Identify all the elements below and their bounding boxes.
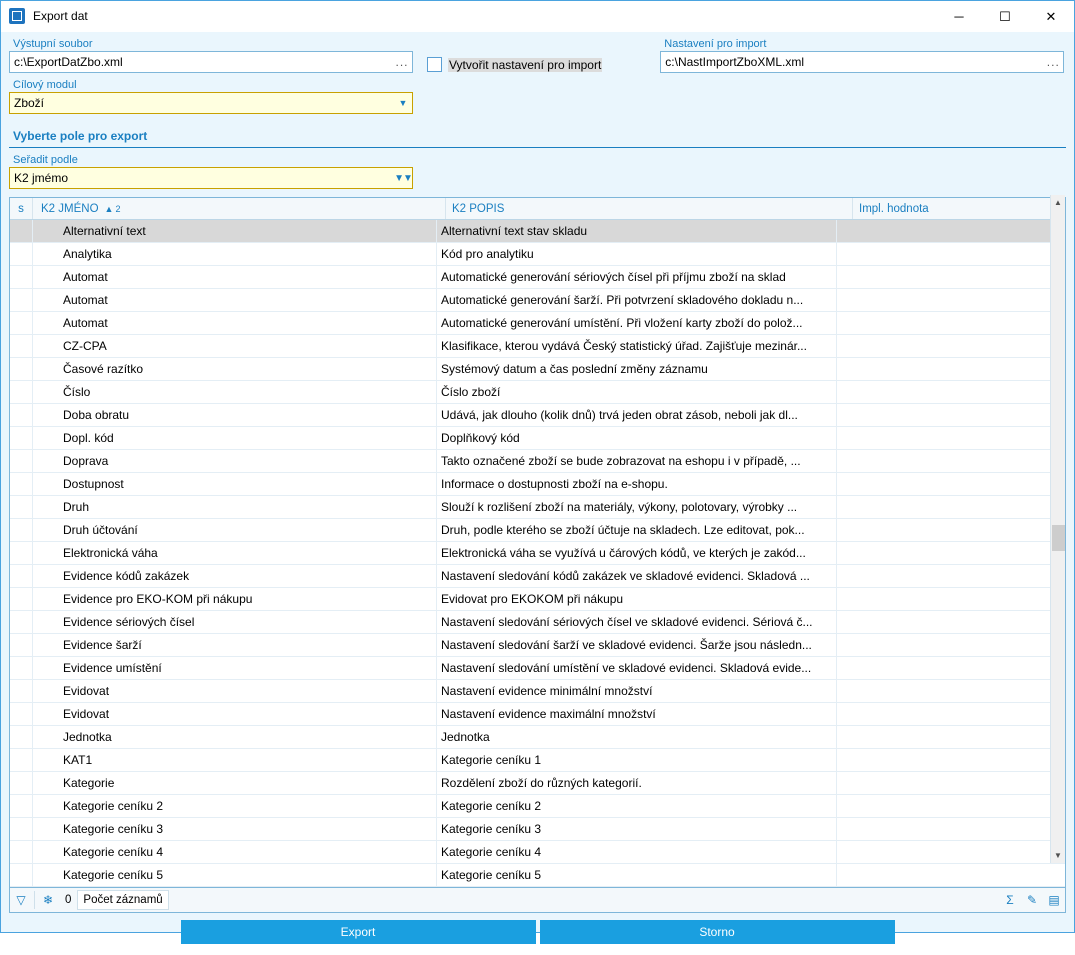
row-description-cell: Evidovat pro EKOKOM při nákupu [437, 588, 837, 610]
row-impl-cell [837, 680, 1065, 702]
minimize-button[interactable]: ─ [954, 8, 964, 24]
row-impl-cell [837, 312, 1065, 334]
row-select-cell[interactable] [10, 726, 33, 748]
row-description-cell: Kategorie ceníku 2 [437, 795, 837, 817]
table-row[interactable] [10, 726, 1065, 749]
row-select-cell[interactable] [10, 565, 33, 587]
row-description-cell: Automatické generování šarží. Při potvrzení skladového dokladu n... [437, 289, 837, 311]
row-impl-cell [837, 358, 1065, 380]
row-name-cell: Alternativní text [33, 220, 437, 242]
table-row[interactable] [10, 266, 1065, 289]
row-description-cell: Rozdělení zboží do různých kategorií. [437, 772, 837, 794]
row-name-cell: Evidence šarží [33, 634, 437, 656]
row-select-cell[interactable] [10, 335, 33, 357]
row-name-cell: KAT1 [33, 749, 437, 771]
row-description-cell: Číslo zboží [437, 381, 837, 403]
sort-order-number: 2 [115, 203, 121, 214]
table-row[interactable] [10, 335, 1065, 358]
table-row[interactable] [10, 381, 1065, 404]
row-description-cell: Nastavení sledování umístění ve skladové evidenci. Skladová evide... [437, 657, 837, 679]
row-name-cell: Kategorie ceníku 5 [33, 864, 437, 886]
row-description-cell: Kategorie ceníku 5 [437, 864, 837, 886]
title-bar [1, 1, 1074, 32]
table-row[interactable] [10, 542, 1065, 565]
row-select-cell[interactable] [10, 220, 33, 242]
app-icon [9, 8, 25, 24]
row-name-cell: Číslo [33, 381, 437, 403]
module-row [9, 79, 1066, 114]
output-file-field [9, 38, 413, 73]
output-file-browse-button[interactable]: ... [395, 55, 409, 69]
window-title: Export dat [33, 9, 88, 23]
row-impl-cell [837, 703, 1065, 725]
row-select-cell[interactable] [10, 519, 33, 541]
row-select-cell[interactable] [10, 358, 33, 380]
row-impl-cell [837, 657, 1065, 679]
table-row[interactable] [10, 749, 1065, 772]
row-impl-cell [837, 519, 1065, 541]
sort-value: K2 jmémo [14, 171, 69, 185]
row-select-cell[interactable] [10, 312, 33, 334]
output-file-value: c:\ExportDatZbo.xml [14, 55, 123, 69]
row-select-cell[interactable] [10, 611, 33, 633]
output-file-input[interactable] [9, 51, 413, 73]
table-row[interactable] [10, 220, 1065, 243]
row-description-cell: Automatické generování sériových čísel při příjmu zboží na sklad [437, 266, 837, 288]
column-header-select[interactable]: s [10, 198, 33, 219]
table-row[interactable] [10, 565, 1065, 588]
row-description-cell: Udává, jak dlouho (kolik dnů) trvá jeden obrat zásob, neboli jak dl... [437, 404, 837, 426]
row-impl-cell [837, 818, 1065, 840]
row-select-cell[interactable] [10, 381, 33, 403]
import-settings-input[interactable] [660, 51, 1064, 73]
output-file-label: Výstupní soubor [13, 38, 93, 50]
table-row[interactable] [10, 427, 1065, 450]
row-impl-cell [837, 427, 1065, 449]
row-description-cell: Elektronická váha se využívá u čárových kódů, ve kterých je zakód... [437, 542, 837, 564]
record-count-value: 0 [65, 894, 72, 906]
row-impl-cell [837, 565, 1065, 587]
row-name-cell: Kategorie ceníku 4 [33, 841, 437, 863]
row-select-cell[interactable] [10, 542, 33, 564]
row-name-cell: Jednotka [33, 726, 437, 748]
row-name-cell: Evidence umístění [33, 657, 437, 679]
row-impl-cell [837, 611, 1065, 633]
table-row[interactable] [10, 450, 1065, 473]
scrollbar-thumb[interactable] [1052, 525, 1065, 551]
maximize-button[interactable]: ☐ [999, 8, 1011, 24]
row-description-cell: Automatické generování umístění. Při vložení karty zboží do polož... [437, 312, 837, 334]
import-settings-label: Nastavení pro import [664, 38, 767, 50]
row-description-cell: Alternativní text stav skladu [437, 220, 837, 242]
row-description-cell: Nastavení evidence maximální množství [437, 703, 837, 725]
target-module-field [9, 79, 413, 114]
table-row[interactable] [10, 634, 1065, 657]
row-impl-cell [837, 450, 1065, 472]
row-description-cell: Nastavení sledování sériových čísel ve skladové evidenci. Sériová č... [437, 611, 837, 633]
row-impl-cell [837, 289, 1065, 311]
table-row[interactable] [10, 289, 1065, 312]
row-name-cell: Doba obratu [33, 404, 437, 426]
row-impl-cell [837, 542, 1065, 564]
table-row[interactable] [10, 588, 1065, 611]
grid-vertical-scrollbar[interactable] [1050, 195, 1065, 863]
row-name-cell: Druh účtování [33, 519, 437, 541]
table-row[interactable] [10, 312, 1065, 335]
scroll-up-icon[interactable]: ▲ [1051, 195, 1065, 210]
target-module-select[interactable] [9, 92, 413, 114]
row-description-cell: Nastavení sledování šarží ve skladové evidenci. Šarže jsou následn... [437, 634, 837, 656]
row-name-cell: Analytika [33, 243, 437, 265]
column-header-impl[interactable]: Impl. hodnota [859, 202, 929, 215]
table-row[interactable] [10, 795, 1065, 818]
create-import-settings-checkbox-wrap[interactable] [427, 57, 602, 72]
grid-body[interactable] [10, 220, 1065, 887]
row-select-cell[interactable] [10, 496, 33, 518]
import-settings-value: c:\NastImportZboXML.xml [665, 55, 804, 69]
row-description-cell: Doplňkový kód [437, 427, 837, 449]
row-description-cell: Kategorie ceníku 3 [437, 818, 837, 840]
row-impl-cell [837, 473, 1065, 495]
row-name-cell: Automat [33, 289, 437, 311]
target-module-label: Cílový modul [13, 79, 77, 91]
table-row[interactable] [10, 611, 1065, 634]
row-select-cell[interactable] [10, 864, 33, 886]
row-impl-cell [837, 749, 1065, 771]
row-impl-cell [837, 588, 1065, 610]
row-name-cell: Evidovat [33, 703, 437, 725]
row-impl-cell [837, 404, 1065, 426]
fields-grid [9, 197, 1066, 888]
table-row[interactable] [10, 680, 1065, 703]
row-name-cell: Dopl. kód [33, 427, 437, 449]
snowflake-icon[interactable]: ❄ [42, 893, 54, 907]
dialog-footer [1, 913, 1074, 955]
row-select-cell[interactable] [10, 657, 33, 679]
row-impl-cell [837, 726, 1065, 748]
sort-field [9, 154, 413, 189]
row-name-cell: Automat [33, 312, 437, 334]
import-settings-field [660, 38, 1064, 73]
row-select-cell[interactable] [10, 634, 33, 656]
column-header-name[interactable] [33, 198, 446, 219]
filter-icon[interactable]: ▽ [16, 893, 26, 907]
file-row [9, 38, 1066, 73]
column-header-description[interactable]: K2 POPIS [446, 198, 853, 219]
section-title: Vyberte pole pro export [9, 120, 1066, 148]
row-impl-cell [837, 864, 1065, 886]
row-name-cell: Evidence sériových čísel [33, 611, 437, 633]
close-button[interactable]: ✕ [1045, 8, 1057, 24]
row-description-cell: Slouží k rozlišení zboží na materiály, výkony, polotovary, výrobky ... [437, 496, 837, 518]
target-module-value: Zboží [14, 96, 45, 110]
row-name-cell: Elektronická váha [33, 542, 437, 564]
table-row[interactable] [10, 864, 1065, 887]
row-description-cell: Klasifikace, kterou vydává Český statistický úřad. Zajišťuje mezinár... [437, 335, 837, 357]
column-header-name-label: K2 JMÉNO [41, 202, 99, 215]
row-name-cell: Kategorie ceníku 3 [33, 818, 437, 840]
row-impl-cell [837, 772, 1065, 794]
row-description-cell: Druh, podle kterého se zboží účtuje na skladech. Lze editovat, pok... [437, 519, 837, 541]
table-row[interactable] [10, 818, 1065, 841]
row-select-cell[interactable] [10, 473, 33, 495]
row-select-cell[interactable] [10, 289, 33, 311]
cancel-button[interactable]: Storno [540, 920, 895, 944]
sort-select[interactable] [9, 167, 413, 189]
export-icon[interactable]: ▤ [1048, 893, 1060, 907]
sort-label: Seřadit podle [13, 154, 78, 166]
row-select-cell[interactable] [10, 818, 33, 840]
table-row[interactable] [10, 703, 1065, 726]
table-row[interactable] [10, 243, 1065, 266]
row-description-cell: Kategorie ceníku 1 [437, 749, 837, 771]
row-description-cell: Kategorie ceníku 4 [437, 841, 837, 863]
record-count-label: Počet záznamů [77, 890, 168, 910]
table-row[interactable] [10, 841, 1065, 864]
form-area [1, 32, 1074, 189]
row-impl-cell [837, 496, 1065, 518]
row-select-cell[interactable] [10, 772, 33, 794]
row-impl-cell [837, 795, 1065, 817]
row-name-cell: Dostupnost [33, 473, 437, 495]
row-name-cell: CZ-CPA [33, 335, 437, 357]
status-divider [34, 891, 35, 909]
create-import-settings-label: Vytvořit nastavení pro import [449, 57, 602, 72]
row-name-cell: Automat [33, 266, 437, 288]
sort-chevron-icon[interactable]: ▼▼ [394, 172, 412, 184]
row-impl-cell [837, 335, 1065, 357]
row-select-cell[interactable] [10, 841, 33, 863]
row-select-cell[interactable] [10, 450, 33, 472]
row-description-cell: Jednotka [437, 726, 837, 748]
row-select-cell[interactable] [10, 404, 33, 426]
row-impl-cell [837, 381, 1065, 403]
scroll-down-icon[interactable]: ▼ [1051, 848, 1065, 863]
row-select-cell[interactable] [10, 588, 33, 610]
row-impl-cell [837, 220, 1065, 242]
row-description-cell: Kód pro analytiku [437, 243, 837, 265]
row-impl-cell [837, 841, 1065, 863]
row-name-cell: Evidovat [33, 680, 437, 702]
row-description-cell: Systémový datum a čas poslední změny záznamu [437, 358, 837, 380]
table-row[interactable] [10, 473, 1065, 496]
table-row[interactable] [10, 772, 1065, 795]
table-row[interactable] [10, 404, 1065, 427]
status-bar [9, 888, 1066, 913]
row-select-cell[interactable] [10, 266, 33, 288]
row-impl-cell [837, 243, 1065, 265]
grid-header [10, 198, 1065, 220]
row-select-cell[interactable] [10, 795, 33, 817]
create-import-settings-checkbox[interactable] [427, 57, 442, 72]
row-description-cell: Informace o dostupnosti zboží na e-shopu. [437, 473, 837, 495]
table-row[interactable] [10, 519, 1065, 542]
row-select-cell[interactable] [10, 703, 33, 725]
row-name-cell: Doprava [33, 450, 437, 472]
row-description-cell: Nastavení sledování kódů zakázek ve skladové evidenci. Skladová ... [437, 565, 837, 587]
window-controls [936, 1, 1074, 31]
row-select-cell[interactable] [10, 749, 33, 771]
row-description-cell: Takto označené zboží se bude zobrazovat na eshopu i v případě, ... [437, 450, 837, 472]
row-name-cell: Druh [33, 496, 437, 518]
row-name-cell: Kategorie [33, 772, 437, 794]
sort-ascending-icon: ▲ [104, 203, 114, 214]
row-name-cell: Časové razítko [33, 358, 437, 380]
row-impl-cell [837, 266, 1065, 288]
sort-row [9, 154, 1066, 189]
row-name-cell: Evidence kódů zakázek [33, 565, 437, 587]
row-name-cell: Evidence pro EKO-KOM při nákupu [33, 588, 437, 610]
export-button[interactable]: Export [181, 920, 536, 944]
edit-icon[interactable]: ✎ [1026, 893, 1038, 907]
table-row[interactable] [10, 657, 1065, 680]
table-row[interactable] [10, 496, 1065, 519]
row-name-cell: Kategorie ceníku 2 [33, 795, 437, 817]
row-select-cell[interactable] [10, 680, 33, 702]
chevron-down-icon[interactable]: ▼ [398, 98, 408, 108]
row-select-cell[interactable] [10, 243, 33, 265]
row-impl-cell [837, 634, 1065, 656]
table-row[interactable] [10, 358, 1065, 381]
row-select-cell[interactable] [10, 427, 33, 449]
sum-icon[interactable]: Σ [1006, 893, 1014, 907]
row-description-cell: Nastavení evidence minimální množství [437, 680, 837, 702]
import-settings-browse-button[interactable]: ... [1046, 55, 1060, 69]
